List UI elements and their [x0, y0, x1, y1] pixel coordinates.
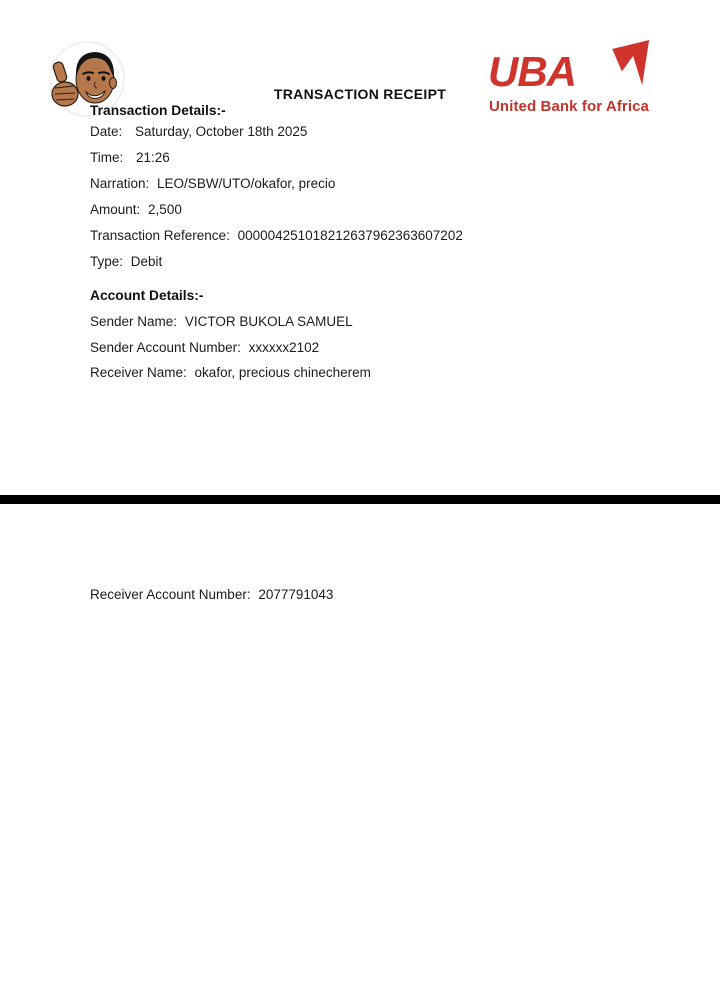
detail-value-type: Debit [130, 254, 163, 269]
page-title: TRANSACTION RECEIPT [273, 86, 447, 102]
account-label-receiver-name: Receiver Name: [90, 365, 187, 380]
detail-label-type: Type: [90, 254, 124, 269]
account-value-sender-account: xxxxxx2102 [248, 340, 320, 355]
receiver-account-label: Receiver Account Number: [90, 587, 251, 602]
uba-logo [488, 40, 658, 120]
account-details-heading: Account Details:- [90, 288, 204, 303]
detail-row-amount [90, 202, 182, 218]
account-row-sender-account [90, 340, 319, 356]
detail-label-date: Date: [90, 124, 123, 139]
detail-row-type [90, 254, 162, 270]
detail-row-reference [90, 228, 463, 244]
account-row-sender-name [90, 314, 353, 330]
account-label-sender-name: Sender Name: [90, 314, 178, 329]
uba-logo-tagline: United Bank for Africa [489, 98, 650, 115]
detail-label-reference: Transaction Reference: [90, 228, 230, 243]
uba-flag-icon [610, 40, 652, 86]
account-row-receiver-name [90, 365, 371, 381]
uba-logo-wordmark: UBA [488, 48, 576, 95]
detail-row-time [90, 150, 170, 166]
receiver-account-value: 2077791043 [258, 587, 334, 602]
account-value-sender-name: VICTOR BUKOLA SAMUEL [184, 314, 353, 329]
detail-value-time: 21:26 [136, 150, 170, 165]
detail-value-amount: 2,500 [148, 202, 182, 217]
detail-label-amount: Amount: [90, 202, 141, 217]
detail-label-narration: Narration: [90, 176, 150, 191]
detail-row-narration [90, 176, 335, 192]
detail-label-time: Time: [90, 150, 124, 165]
page-break-divider [0, 495, 720, 504]
transaction-details-heading: Transaction Details:- [90, 103, 226, 118]
detail-value-narration: LEO/SBW/UTO/okafor, precio [157, 176, 336, 191]
receiver-account-row [90, 587, 333, 603]
detail-value-reference: 000004251018212637962363607202 [237, 228, 463, 243]
detail-row-date [90, 124, 307, 140]
account-value-receiver-name: okafor, precious chinecherem [194, 365, 371, 380]
account-label-sender-account: Sender Account Number: [90, 340, 241, 355]
detail-value-date: Saturday, October 18th 2025 [135, 124, 308, 139]
